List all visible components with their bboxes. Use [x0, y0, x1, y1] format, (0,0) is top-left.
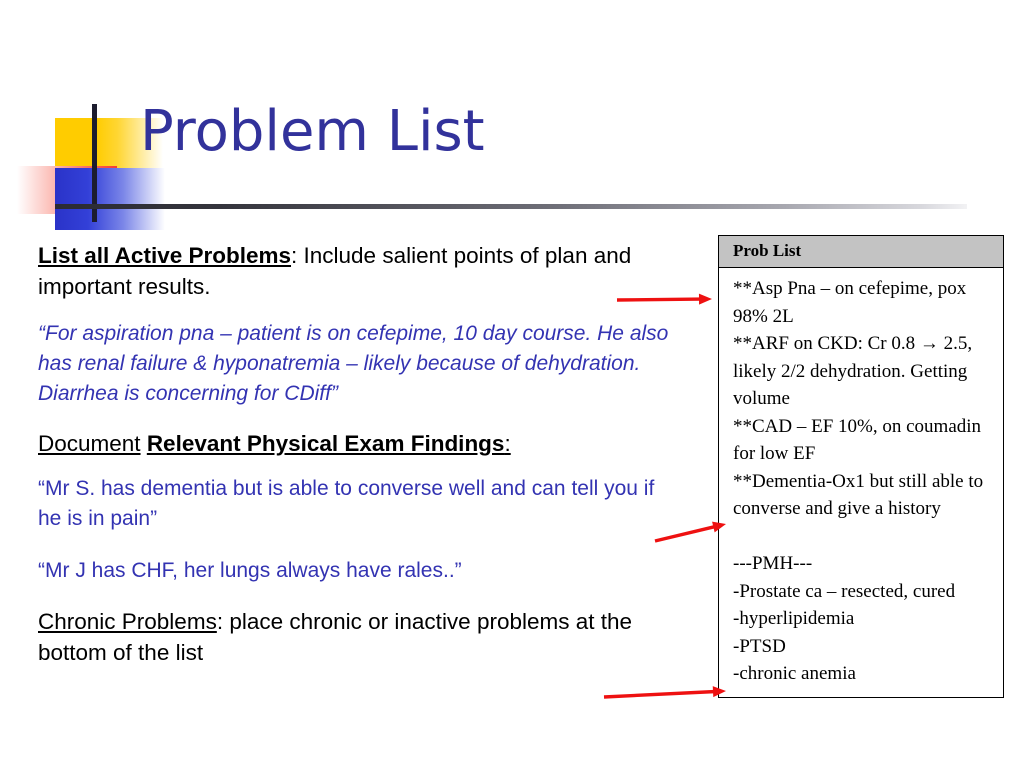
left-content-column — [38, 240, 678, 685]
prob-list-panel-header: Prob List — [719, 236, 1003, 268]
label-document: Document — [38, 431, 141, 456]
page-title: Problem List — [140, 99, 485, 164]
prob-list-line: -hyperlipidemia — [733, 608, 855, 629]
decorative-square-blue — [55, 168, 165, 230]
prob-list-line: **Dementia-Ox1 but still able to converse and give a history — [733, 470, 988, 519]
prob-list-line: **CAD – EF 10%, on coumadin for low EF — [733, 415, 986, 464]
paragraph-exam-findings — [38, 428, 678, 459]
quote-exam: “Mr S. has dementia but is able to converse well and can tell you if he is in pain” — [38, 477, 655, 530]
prob-list-line: **Asp Pna – on cefepime, pox 98% 2L — [733, 278, 971, 327]
prob-list-panel-body — [719, 268, 1003, 697]
heading-list-all-active-problems: List all Active Problems — [38, 243, 292, 268]
title-divider-rule — [55, 204, 967, 209]
slide-title-block — [0, 0, 1024, 225]
quote-chf: “Mr J has CHF, her lungs always have rales..” — [38, 559, 462, 582]
quote-plan: “For aspiration pna – patient is on cefepime, 10 day course. He also has renal failure & hyponatremia – likely because of dehydration. Diarrhea is concerning for CDiff” — [38, 322, 669, 405]
paragraph-active-problems-text: : Include salient points of plan and important results. — [38, 243, 632, 299]
prob-list-line: -chronic anemia — [733, 663, 856, 684]
heading-relevant-physical-exam-findings: Relevant Physical Exam Findings — [146, 431, 505, 456]
prob-list-line: -Prostate ca – resected, cured — [733, 580, 956, 602]
prob-list-panel — [718, 235, 1004, 698]
prob-list-line: -PTSD — [733, 635, 786, 657]
prob-list-line: ---PMH--- — [733, 553, 813, 574]
paragraph-exam-findings-colon: : — [504, 431, 511, 456]
prob-list-line: **ARF on CKD: Cr 0.8 → 2.5, likely 2/2 dehydration. Getting volume — [733, 333, 977, 409]
paragraph-active-problems — [38, 240, 678, 302]
paragraph-chronic-problems — [38, 606, 678, 668]
prob-list-spacer — [733, 523, 995, 551]
arrow-to-chronic-problems — [604, 686, 726, 697]
heading-chronic-problems: Chronic Problems — [38, 609, 217, 634]
paragraph-chronic-problems-text: : place chronic or inactive problems at the bottom of the list — [38, 609, 633, 665]
